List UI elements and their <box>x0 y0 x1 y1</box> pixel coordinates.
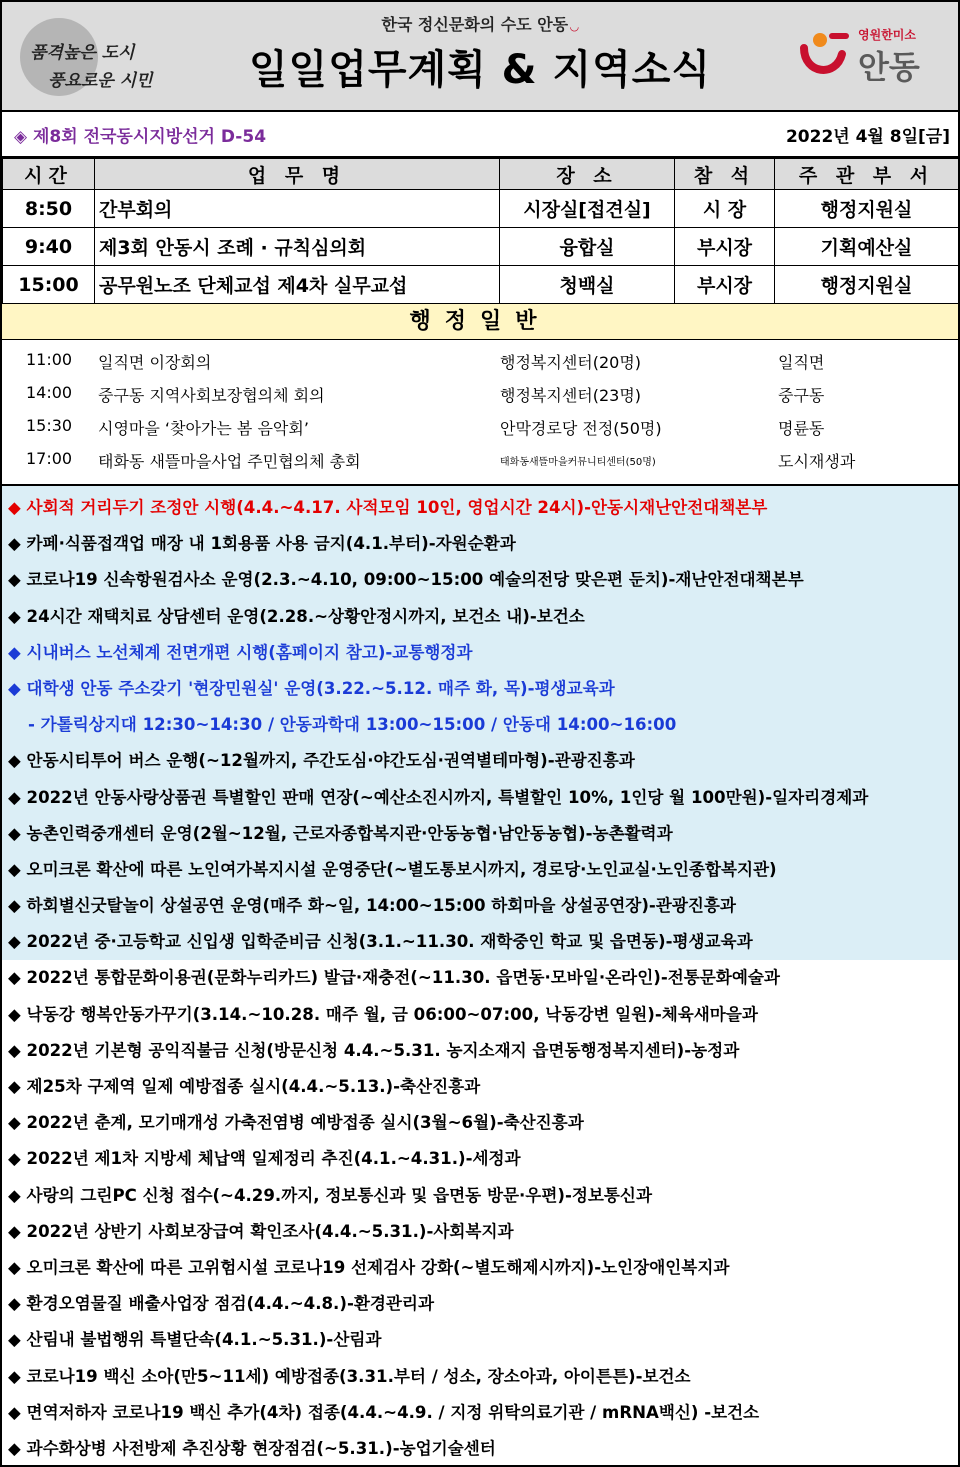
notice-item <box>2 562 958 598</box>
notice-item: ◆ 코로나19 백신 소아(만5~11세) 예방접종(3.31.부터 / 성소, 장소아과, 아이튼튼)-보건소 <box>8 1366 691 1386</box>
header-time: 시간 <box>3 159 95 190</box>
notice-item: ◆ 사회적 거리두기 조정안 시행(4.4.~4.17. 사적모임 10인, 영업시간 24시)-안동시재난안전대책본부 <box>8 498 768 517</box>
slogan-line-2: 풍요로운 시민 <box>48 71 153 91</box>
notice-item: ◆ 제25차 구제역 일제 예방접종 실시(4.4.~5.13.)-축산진흥과 <box>8 1077 481 1096</box>
notice-item: ◆ 대학생 안동 주소갖기 '현장민원실' 운영(3.22.~5.12. 매주 화, 목)-평생교육과 <box>8 678 615 698</box>
admin-list <box>2 340 958 486</box>
admin-department: 도시재생과 <box>778 452 856 471</box>
page-title: 일일업무계획 & 지역소식 <box>248 47 712 93</box>
schedule-task: 간부회의 <box>95 190 500 228</box>
schedule-department: 행정지원실 <box>775 190 959 228</box>
admin-place: 안막경로당 전정(50명) <box>500 419 662 438</box>
notice-item: ◆ 농촌인력중개센터 운영(2월~12월, 근로자종합복지관·안동농협·남안동농협)-농촌활력과 <box>8 823 673 843</box>
admin-time: 14:00 <box>26 383 73 402</box>
schedule-attendee: 시 장 <box>675 190 775 228</box>
schedule-task: 공무원노조 단체교섭 제4차 실무교섭 <box>95 266 500 304</box>
admin-event: 일직면 이장회의 <box>98 353 212 372</box>
schedule-row <box>3 190 959 228</box>
schedule-place: 청백실 <box>500 266 675 304</box>
notice-item: ◆ 2022년 안동사랑상품권 특별할인 판매 연장(~예산소진시까지, 특별할인 10%, 1인당 월 100만원)-일자리경제과 <box>8 787 869 807</box>
notice-item: ◆ 오미크론 확산에 따른 고위험시설 코로나19 선제검사 강화(~별도해제시까지)-노인장애인복지과 <box>8 1257 730 1277</box>
schedule-place: 시장실[접견실] <box>500 190 675 228</box>
schedule-header-row <box>3 159 959 190</box>
header <box>2 2 958 112</box>
notice-item: ◆ 2022년 춘계, 모기매개성 가축전염병 예방접종 실시(3월~6월)-축산진흥과 <box>8 1113 584 1133</box>
admin-department: 중구동 <box>778 386 825 405</box>
schedule-department: 기획예산실 <box>775 228 959 266</box>
andong-logo <box>798 20 938 92</box>
notice-item: ◆ 오미크론 확산에 따른 노인여가복지시설 운영중단(~별도통보시까지, 경로당·노인교실·노인종합복지관) <box>8 859 777 879</box>
schedule-time: 8:50 <box>3 190 95 228</box>
admin-event: 시영마을 ‘찾아가는 봄 음악회’ <box>98 419 309 438</box>
schedule-row <box>3 266 959 304</box>
schedule-time: 15:00 <box>3 266 95 304</box>
schedule-task: 제3회 안동시 조례 · 규칙심의회 <box>95 228 500 266</box>
schedule-table <box>2 158 959 304</box>
header-task: 업 무 명 <box>95 159 500 190</box>
notice-item: ◆ 2022년 중·고등학교 신입생 입학준비금 신청(3.1.~11.30. 재학중인 학교 및 읍면동)-평생교육과 <box>8 932 753 952</box>
notice-item: ◆ 시내버스 노선체계 전면개편 시행(홈페이지 참고)-교통행정과 <box>8 642 473 662</box>
notice-item: ◆ 2022년 상반기 사회보장급여 확인조사(4.4.~5.31.)-사회복지과 <box>8 1221 514 1241</box>
header-attendee: 참 석 <box>675 159 775 190</box>
notice-item: ◆ 카페·식품접객업 매장 내 1회용품 사용 금지(4.1.부터)-자원순환과 <box>8 534 516 554</box>
admin-time: 15:30 <box>26 416 73 435</box>
admin-row <box>2 377 958 410</box>
slogan-line-1: 품격높은 도시 <box>30 43 135 63</box>
admin-place: 행정복지센터(23명) <box>500 386 642 405</box>
logo-city-name: 안동 <box>858 48 920 86</box>
admin-row <box>2 443 958 476</box>
andong-smile-icon <box>798 26 854 82</box>
admin-event: 중구동 지역사회보장협의체 회의 <box>98 386 325 405</box>
notices-general <box>2 960 958 1467</box>
notices-highlighted <box>2 486 958 960</box>
notice-item: ◆ 안동시티투어 버스 운행(~12월까지, 주간도심·야간도심·권역별테마형)-관광진흥과 <box>8 751 635 771</box>
notice-item: ◆ 사랑의 그린PC 신청 접수(~4.29.까지, 정보통신과 및 읍면동 방문·우편)-정보통신과 <box>8 1185 652 1205</box>
notice-item: ◆ 낙동강 행복안동가꾸기(3.14.~10.28. 매주 월, 금 06:00~07:00, 낙동강변 일원)-체육새마을과 <box>8 1004 758 1024</box>
admin-event: 태화동 새뜰마을사업 주민협의체 총회 <box>98 452 361 471</box>
notice-item: ◆ 24시간 재택치료 상담센터 운영(2.28.~상황안정시까지, 보건소 내)-보건소 <box>8 606 585 626</box>
notice-item: ◆ 환경오염물질 배출사업장 점검(4.4.~4.8.)-환경관리과 <box>8 1294 434 1314</box>
admin-department: 일직면 <box>778 353 825 372</box>
admin-row <box>2 410 958 443</box>
schedule-attendee: 부시장 <box>675 228 775 266</box>
bulletin-date: 2022년 4월 8일[금] <box>785 127 950 147</box>
notice-item: ◆ 2022년 기본형 공익직불금 신청(방문신청 4.4.~5.31. 농지소재지 읍면동행정복지센터)-농정과 <box>8 1040 740 1060</box>
notice-text: ◆ 코로나19 신속항원검사소 운영(2.3.~4.10, 09:00~15:00 예술의전당 맞은편 둔치)-재난안전대책본부 <box>8 570 804 590</box>
schedule-attendee: 부시장 <box>675 266 775 304</box>
admin-department: 명륜동 <box>778 419 825 438</box>
admin-place: 태화동새뜰마을커뮤니티센터(50명) <box>500 457 656 468</box>
notice-item: ◆ 2022년 제1차 지방세 체납액 일제정리 추진(4.1.~4.31.)-세정과 <box>8 1149 521 1169</box>
header-subtitle-text: 한국 정신문화의 수도 안동 <box>381 15 569 34</box>
election-countdown: ◈ 제8회 전국동시지방선거 D-54 <box>14 127 267 147</box>
smile-icon: ◡ <box>570 20 579 33</box>
admin-row <box>2 344 958 377</box>
notice-item: ◆ 면역저하자 코로나19 백신 추가(4차) 접종(4.4.~4.9. / 지정 위탁의료기관 / mRNA백신) -보건소 <box>8 1402 760 1422</box>
notice-item: ◆ 과수화상병 사전방제 추진상황 현장점검(~5.31.)-농업기술센터 <box>8 1438 496 1458</box>
header-department: 주 관 부 서 <box>775 159 959 190</box>
schedule-department: 행정지원실 <box>775 266 959 304</box>
admin-section-title: 행정일반 <box>2 304 958 340</box>
notice-subitem: - 가톨릭상지대 12:30~14:30 / 안동과학대 13:00~15:00 / 안동대 14:00~16:00 <box>28 715 677 735</box>
schedule-row <box>3 228 959 266</box>
notice-item: ◆ 하회별신굿탈놀이 상설공연 운영(매주 화~일, 14:00~15:00 하회마을 상설공연장)-관광진흥과 <box>8 896 736 916</box>
admin-time: 11:00 <box>26 350 73 369</box>
notice-item: ◆ 산림내 불법행위 특별단속(4.1.~5.31.)-산림과 <box>8 1330 382 1350</box>
schedule-time: 9:40 <box>3 228 95 266</box>
admin-place: 행정복지센터(20명) <box>500 353 642 372</box>
notice-item: ◆ 2022년 통합문화이용권(문화누리카드) 발급·재충전(~11.30. 읍면동·모바일·온라인)-전통문화예술과 <box>8 968 780 988</box>
logo-tagline: 영원한미소 <box>858 28 916 42</box>
dday-bar <box>2 112 958 158</box>
header-place: 장 소 <box>500 159 675 190</box>
schedule-place: 융합실 <box>500 228 675 266</box>
admin-time: 17:00 <box>26 449 73 468</box>
